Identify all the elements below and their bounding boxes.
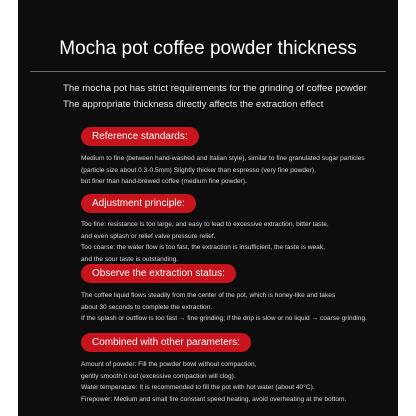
section-body-adjustment-principle [81,219,394,265]
section-body-extraction-status [81,290,394,325]
section-body-other-parameters [81,359,394,405]
section-line: The coffee liquid flows steadily from the center of the pot, which is honey-like and takes [81,292,336,299]
section-line: gently smooth it out (excessive compaction will clog). [81,372,236,380]
section-line: Water temperature: It is recommended to fill the pot with hot water (about 40°C). [81,384,315,392]
poster [18,0,398,416]
section-line: and the sour taste is outstanding. [81,255,179,263]
section-line: but finer than hand-brewed coffee (medium fine powder). [81,178,247,186]
page-title: Mocha pot coffee powder thickness [59,38,357,59]
section-heading-other-parameters: Combined with other parameters: [81,333,251,352]
section-heading-extraction-status: Observe the extraction status: [81,264,236,283]
title-divider [30,71,386,72]
section-body-reference-standards [81,153,394,188]
section-line: Too fine: resistance is too large, and easy to lead to excessive extraction, bitter taste, [81,221,329,228]
section-line: Medium to fine (between hand-washed and Italian style), similar to fine granulated sugar particles [81,155,365,162]
intro-line-2: The appropriate thickness directly affects the extraction effect [63,99,324,110]
section-line: If the splash or outflow is too fast → fine grinding; if the drip is slow or no liquid → coarse grinding. [81,315,367,323]
section-line: Firepower: Medium and small fire constant speed heating, avoid overheating at the bottom. [81,395,347,403]
section-line: and even splash or relief valve pressure relief. [81,232,216,240]
section-heading-reference-standards: Reference standards: [81,127,199,146]
section-line: Amount of powder: Fill the powder bowl without compaction, [81,361,257,368]
intro-line-1: The mocha pot has strict requirements for the grinding of coffee powder [63,83,367,94]
section-heading-adjustment-principle: Adjustment principle: [81,194,196,213]
section-line: Too coarse: the water flow is too fast, the extraction is insufficient, the taste is weak, [81,244,325,252]
section-line: (particle size about 0.3-0.5mm) Slightly thicker than espresso (very fine powder), [81,166,316,174]
section-line: about 30 seconds to complete the extraction. [81,303,213,311]
